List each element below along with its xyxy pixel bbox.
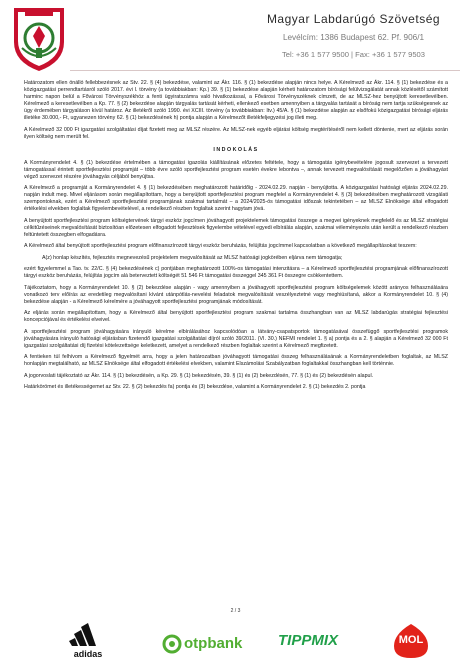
paragraph-reasoning-5: ezért figyelemmel a Tao. tv. 22/C. § (4) bekezdésének c) pontjában meghatározott 100%-os támogatási intenzitásra – a Kérelmező sportfejlesztési programjának előfinanszírozott tárgyi eszköz beruházás, felújítás jogcím alá beterveztett költségét 51 546 Ft támogatási összeggel 345 361 Ft összegre csökkentettem. [24, 266, 448, 280]
section-heading: INDOKOLÁS [213, 146, 259, 153]
header-divider [70, 70, 460, 71]
paragraph-reasoning-8: A sportfejlesztési program jóváhagyására irányuló kérelme elbírálásához kapcsolódóan a látvány-csapatsportok támogatásával összefüggő sportfejlesztési programok jóváhagyására irányuló hatósági eljárásban fizetendő igazgatási szolgáltatási díjról szóló 39/2011. (VI. 30.) NEFMI rendelet 1. § a) pontja és a 2. § alapján a Kérelmező 32 000 Ft igazgatási szolgáltatási díj fizetési kötelezettsége keletkezett, amelyet a rendelkező részben foglaltak szerint a Kérelmező megfizetett. [24, 328, 448, 349]
page-number: 2 / 3 [230, 608, 241, 614]
adidas-logo [58, 622, 118, 660]
paragraph-reasoning-7: Az eljárás során megállapítottam, hogy a Kérelmező által benyújtott sportfejlesztési program szakmai tartalma összhangban van az MLSZ labdarúgás stratégiai fejlesztési koncepciójával és értékelési elveivel. [24, 310, 448, 324]
bullet-item: A(z) honlap készítés, fejlesztés megnevezésű projektelem megvalósítását az MLSZ hatósági jogkörében eljárva nem támogatja; [42, 254, 343, 261]
paragraph-reasoning-4: A Kérelmező által benyújtott sportfejlesztési program előfinanszírozott tárgyi eszköz beruházás, felújítás jogcímmel kapcsolatban a következő megállapításokat teszem: [24, 243, 417, 250]
otpbank-wordmark: otpbank [184, 635, 243, 652]
paragraph-reasoning-6: Tájékoztatom, hogy a Kormányrendelet 10. § (2) bekezdése alapján - vagy amennyiben a jóváhagyott sportfejlesztési program költségelemek között arányos felhasználására vonatkozó terv előírás az eredetileg megvalósítani kívánt utánpótlás-nevelési feladatok megvalósítását veszélyeztetné vagy meghiúsítaná, akkor a Kormányrendelet 10. § (4) bekezdése alapján - a Kérelmező kérelmére a jóváhagyott sportfejlesztési programjának módosítását. [24, 284, 448, 305]
paragraph-reasoning-2: A Kérelmező a programját a Kormányrendelet 4. § (1) bekezdésében meghatározott határidőig - 2024.02.29. napján - benyújtotta. A közigazgatási hatósági eljárás 2024.02.29. napján indult meg. Mivel eljárásom során megállapítottam, hogy a benyújtott sportfejlesztési program megfelel a Kormányrendelet 4. § (3) bekezdésében meghatározott vizsgálati szempontoknak, ezért a Kérelmező sportfejlesztési programjának szakmai tartalmát – a 2024/2025-ös támogatási időszak tekintetében – az MLSZ Elnöksége által elfogadott értékelési elvekben foglaltak figyelembevételével, a rendelkező részben foglaltak szerint hagytam jóvá. [24, 185, 448, 213]
paragraph-reasoning-3: A benyújtott sportfejlesztési program költségtervének tárgyi eszköz jogcímen jóváhagyott projektelemek támogatási összege a megvei igényeknek megfelelő és az MLSZ stratégiai célkitűzéseinek megvalósítását biztosítóan előzetesen elfogadott fejlesztések figyelembe vételével egyedi elbírálás alapján, szakmai véleményezés után került a rendelkező részben feltüntetett összegben elfogadásra. [24, 217, 448, 239]
paragraph-fee: A Kérelmező 32 000 Ft igazgatási szolgáltatási díjat fizetett meg az MLSZ részére. Az MLSZ-nek egyéb eljárási költség megtérítéséről nem kellett döntenie, mert az eljárás során ilyen költség nem merült fel. [24, 126, 448, 140]
organization-name: Magyar Labdarúgó Szövetség [266, 12, 441, 26]
paragraph-reasoning-9: A fentieken túl felhívom a Kérelmező figyelmét arra, hogy a jelen határozatban jóváhagyott támogatási összeg felhasználásának a Kormányrendeletben foglaltak, az MLSZ honlapján megtalálható, az MLSZ Elnöksége által elfogadott értékelési elvekben, valamint Elszámolási Szabályzatban foglaltakkal összhangban kell történnie. [24, 354, 448, 368]
otp-emblem-icon [162, 622, 182, 660]
paragraph-reasoning-1: A Kormányrendelet 4. § (1) bekezdése értelmében a támogatási igazolás kiállításának előzetes feltétele, hogy a támogatás igénybevételére jogosult szervezet a tervezett támogatással érintett sportfejlesztési programját – több évre szóló sportfejlesztési program esetén évekre lebontva –, annak tervezett megvalósítását megelőzően a jóváhagyást végző szervezet részére jóváhagyás céljából benyújtsa. [24, 159, 448, 180]
paragraph-reasoning-10: A jogorvoslati tájékoztató az Ákr. 114. § (1) bekezdésén, a Kp. 29. § (1) bekezdésén, 39. § (1) és (2) bekezdésén, 77. § (1) és (2) bekezdésén alapul. [24, 372, 374, 379]
document-body [24, 80, 448, 396]
otpbank-logo [162, 622, 246, 660]
phone-fax: Tel: +36 1 577 9500 | Fax: +36 1 577 9503 [282, 50, 425, 59]
sponsor-bar [0, 618, 471, 664]
mlsz-crest-logo [8, 4, 70, 74]
mailing-address: Levélcím: 1386 Budapest 62. Pf. 906/1 [282, 33, 425, 42]
adidas-wordmark: adidas [73, 649, 103, 659]
paragraph-reasoning-11: Határkörömet és illetékességemet az Stv. 22. § (2) bekezdés fa) pontja és (3) bekezdése, valamint a Kormányrendelet 2. § (1) bekezdés 2. pontja [24, 384, 366, 391]
paragraph-appeal-info: Határozatom ellen önálló fellebbezésnek az Stv. 22. § (4) bekezdése, valamint az Ákr. 116. § (1) bekezdése alapján nincs helye. A Kérelmező az Ákr. 114. § (1) bekezdése és a közigazgatási perrendtartásról szóló 2017. évi I. törvény (a továbbiakban: Kp.) 39. § (1) bekezdése alapján kérheti határozatom bírósági felülvizsgálatát annak közlésétől számított harminc napon belül a Fővárosi Törvényszékhöz a fenti ügyiratszámra való hivatkozással, a Fővárosi Törvényszéknek címzett, de az MLSZ-hez benyújtott keresetlevélben. Kérelmező a keresetlevélben a Kp. 77. § (2) bekezdése alapján tárgyalás tartását kérheti, ellenkező esetben amennyiben a tárgyalás tartását a bíróság nem tartja szükségesnek az ügy érdemében tárgyaláson kívül határoz. Az illetékről szóló 1990. évi XCIII. törvény (a továbbiakban: Itv.) 45/A. § (1) bekezdése alapján az elsőfokú közigazgatási bírósági eljárás illetéke 30.000,- Ft, ugyanezen törvény 62. § (1) bekezdésének h) pontja alapján a Kérelmezőt illetékfeljegyzési jog illeti meg. [24, 80, 448, 122]
tippmix-wordmark: TIPPMIX [277, 632, 338, 649]
letterhead [0, 0, 471, 78]
tippmix-logo [266, 622, 350, 660]
adidas-stripes-icon [58, 622, 118, 648]
mol-wordmark: MOL [398, 634, 424, 646]
mol-logo [390, 622, 432, 660]
